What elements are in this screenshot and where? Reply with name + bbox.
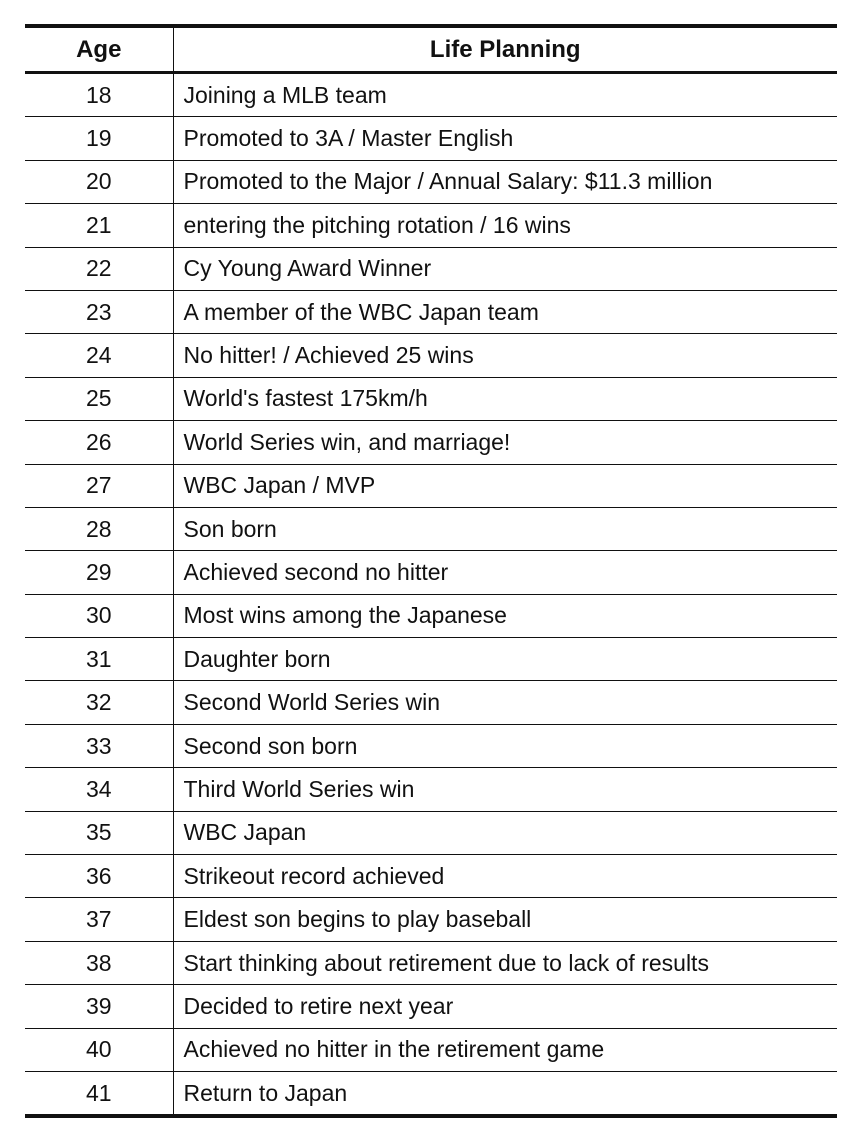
age-cell: 22 <box>25 247 173 290</box>
life-planning-table <box>25 24 837 1118</box>
age-cell: 23 <box>25 290 173 333</box>
table-row <box>25 855 837 898</box>
table-body <box>25 73 837 1117</box>
age-cell: 19 <box>25 117 173 160</box>
life-plan-cell: WBC Japan <box>183 819 307 846</box>
table-row <box>25 290 837 333</box>
age-cell: 25 <box>25 377 173 420</box>
table-row <box>25 377 837 420</box>
table-row <box>25 1071 837 1116</box>
life-plan-cell: Start thinking about retirement due to lack of results <box>183 949 709 976</box>
life-plan-cell: Most wins among the Japanese <box>183 602 507 629</box>
life-plan-cell: Promoted to 3A / Master English <box>183 125 514 152</box>
table-row <box>25 204 837 247</box>
age-cell: 40 <box>25 1028 173 1071</box>
table-row <box>25 160 837 203</box>
table-row <box>25 247 837 290</box>
life-plan-cell: Promoted to the Major / Annual Salary: $11.3 million <box>183 168 713 195</box>
table-row <box>25 768 837 811</box>
age-cell: 21 <box>25 204 173 247</box>
table-row <box>25 941 837 984</box>
life-plan-cell: Return to Japan <box>183 1079 348 1106</box>
table-row <box>25 551 837 594</box>
life-plan-cell: World's fastest 175km/h <box>183 385 428 412</box>
life-plan-cell: Second son born <box>183 732 358 759</box>
life-plan-cell: Son born <box>183 515 277 542</box>
table-row <box>25 421 837 464</box>
table-row <box>25 1028 837 1071</box>
life-planning-table-container <box>25 24 837 1118</box>
table-row <box>25 464 837 507</box>
table-row <box>25 724 837 767</box>
table-row <box>25 638 837 681</box>
life-plan-cell: No hitter! / Achieved 25 wins <box>183 342 474 369</box>
table-row <box>25 117 837 160</box>
life-plan-cell: entering the pitching rotation / 16 wins <box>183 211 571 238</box>
age-cell: 28 <box>25 507 173 550</box>
life-plan-cell: Achieved no hitter in the retirement game <box>183 1036 605 1063</box>
life-plan-cell: A member of the WBC Japan team <box>183 298 539 325</box>
age-column-header: Age <box>25 26 173 73</box>
table-row <box>25 507 837 550</box>
age-cell: 33 <box>25 724 173 767</box>
age-cell: 39 <box>25 985 173 1028</box>
age-cell: 36 <box>25 855 173 898</box>
age-cell: 35 <box>25 811 173 854</box>
age-cell: 18 <box>25 73 173 117</box>
table-header <box>25 26 837 73</box>
life-plan-cell: Achieved second no hitter <box>183 558 449 585</box>
age-cell: 30 <box>25 594 173 637</box>
life-plan-cell: Daughter born <box>183 645 331 672</box>
age-cell: 38 <box>25 941 173 984</box>
life-plan-cell: Cy Young Award Winner <box>183 255 432 282</box>
age-cell: 29 <box>25 551 173 594</box>
table-row <box>25 594 837 637</box>
life-plan-cell: Eldest son begins to play baseball <box>183 906 532 933</box>
age-cell: 41 <box>25 1071 173 1116</box>
age-cell: 27 <box>25 464 173 507</box>
table-row <box>25 73 837 117</box>
table-row <box>25 985 837 1028</box>
age-cell: 24 <box>25 334 173 377</box>
life-plan-cell: WBC Japan / MVP <box>183 472 376 499</box>
age-cell: 26 <box>25 421 173 464</box>
header-row <box>25 26 837 73</box>
life-plan-cell: World Series win, and marriage! <box>183 428 511 455</box>
age-cell: 20 <box>25 160 173 203</box>
table-row <box>25 811 837 854</box>
age-cell: 34 <box>25 768 173 811</box>
life-plan-cell: Decided to retire next year <box>183 992 454 1019</box>
life-plan-cell: Strikeout record achieved <box>183 862 445 889</box>
table-row <box>25 898 837 941</box>
age-cell: 37 <box>25 898 173 941</box>
table-row <box>25 681 837 724</box>
age-cell: 32 <box>25 681 173 724</box>
table-row <box>25 334 837 377</box>
life-plan-cell: Second World Series win <box>183 689 441 716</box>
age-cell: 31 <box>25 638 173 681</box>
life-planning-column-header: Life Planning <box>429 35 581 63</box>
life-plan-cell: Third World Series win <box>183 775 415 802</box>
life-plan-cell: Joining a MLB team <box>183 81 387 108</box>
